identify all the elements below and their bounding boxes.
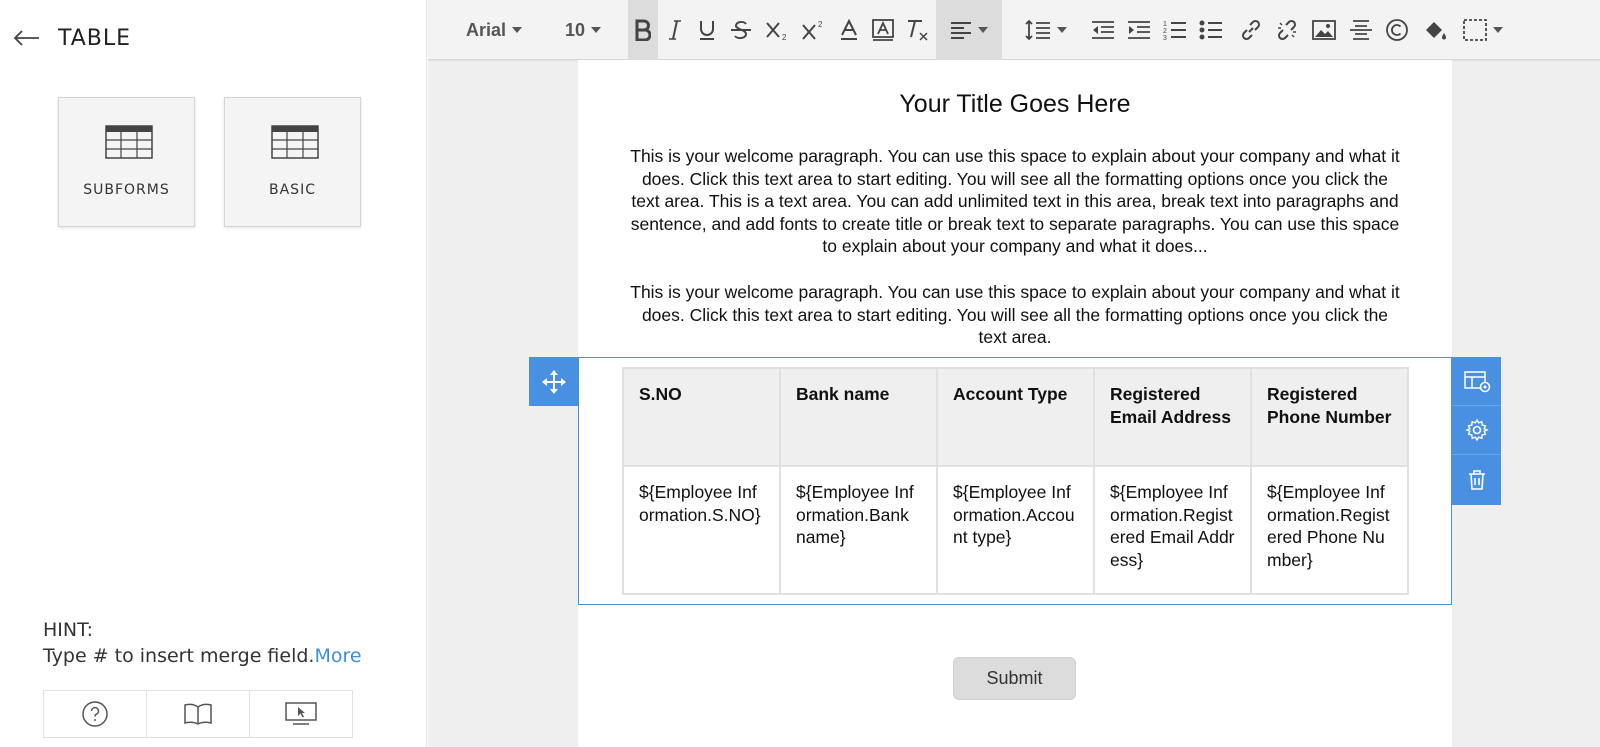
link-icon bbox=[1240, 19, 1262, 41]
chevron-down-icon bbox=[591, 27, 601, 33]
highlight-button[interactable] bbox=[868, 0, 898, 60]
basic-label: BASIC bbox=[269, 182, 316, 198]
table-grid-icon bbox=[271, 125, 319, 159]
hint-more-link[interactable]: More bbox=[314, 645, 362, 667]
merge-field-cell[interactable]: ${Employee Information.S.NO} bbox=[623, 466, 780, 594]
subscript-icon bbox=[765, 19, 791, 41]
move-arrows-icon bbox=[541, 369, 567, 395]
book-icon bbox=[183, 702, 213, 726]
document-page bbox=[578, 60, 1452, 747]
font-family-dropdown[interactable] bbox=[462, 0, 526, 60]
hint-text: Type # to insert merge field. bbox=[43, 645, 315, 667]
docs-button[interactable] bbox=[147, 691, 250, 737]
line-height-dropdown[interactable] bbox=[1018, 0, 1074, 60]
editor-area bbox=[428, 0, 1600, 747]
copyright-button[interactable] bbox=[1382, 0, 1412, 60]
table-properties-button[interactable] bbox=[1452, 357, 1501, 406]
indent-icon bbox=[1127, 20, 1151, 40]
help-bar bbox=[43, 690, 353, 738]
help-button[interactable] bbox=[44, 691, 147, 737]
strikethrough-button[interactable] bbox=[726, 0, 756, 60]
image-icon bbox=[1312, 20, 1336, 40]
chevron-down-icon bbox=[512, 27, 522, 33]
clear-format-button[interactable] bbox=[902, 0, 932, 60]
settings-button[interactable] bbox=[1452, 406, 1501, 455]
align-dropdown[interactable] bbox=[936, 0, 1002, 60]
font-size-dropdown[interactable] bbox=[560, 0, 606, 60]
left-panel bbox=[0, 0, 427, 747]
link-button[interactable] bbox=[1236, 0, 1266, 60]
numbered-list-button[interactable] bbox=[1160, 0, 1190, 60]
font-size-value: 10 bbox=[564, 19, 586, 40]
bulleted-list-button[interactable] bbox=[1196, 0, 1226, 60]
table-block[interactable] bbox=[578, 357, 1452, 605]
help-icon bbox=[81, 700, 109, 728]
merge-field-cell[interactable]: ${Employee Information.Registered Phone Number} bbox=[1251, 466, 1408, 594]
italic-icon bbox=[668, 19, 682, 41]
delete-button[interactable] bbox=[1452, 455, 1501, 504]
panel-title: TABLE bbox=[58, 25, 132, 51]
image-button[interactable] bbox=[1308, 0, 1340, 60]
svg-text:2: 2 bbox=[782, 33, 787, 41]
welcome-paragraph-2[interactable]: This is your welcome paragraph. You can use this space to explain about your company and what it does. Click this text area to start editing. You will see all the formatting options once you click the text area. bbox=[630, 282, 1400, 347]
bold-icon bbox=[635, 19, 651, 41]
horizontal-line-button[interactable] bbox=[1346, 0, 1376, 60]
table-settings-icon bbox=[1463, 369, 1491, 393]
copyright-icon bbox=[1385, 18, 1409, 42]
svg-text:1: 1 bbox=[1163, 21, 1167, 28]
table-grid-icon bbox=[105, 125, 153, 159]
chevron-down-icon bbox=[1493, 27, 1503, 33]
unlink-icon bbox=[1276, 19, 1298, 41]
svg-text:2: 2 bbox=[818, 20, 823, 29]
column-header[interactable]: S.NO bbox=[623, 368, 780, 466]
table-row bbox=[623, 466, 1408, 594]
hint-label: HINT: bbox=[43, 619, 94, 641]
chevron-down-icon bbox=[1057, 27, 1067, 33]
superscript-icon bbox=[801, 19, 827, 41]
superscript-button[interactable] bbox=[798, 0, 830, 60]
outdent-icon bbox=[1091, 20, 1115, 40]
border-icon bbox=[1463, 19, 1487, 41]
column-header[interactable]: Account Type bbox=[937, 368, 1094, 466]
document-title[interactable]: Your Title Goes Here bbox=[899, 90, 1131, 118]
svg-text:3: 3 bbox=[1163, 35, 1167, 41]
paint-bucket-icon bbox=[1423, 19, 1447, 41]
hint bbox=[43, 617, 362, 669]
indent-button[interactable] bbox=[1124, 0, 1154, 60]
underline-icon bbox=[698, 19, 716, 41]
numbered-list-icon bbox=[1163, 19, 1187, 41]
table-side-tools bbox=[1452, 357, 1501, 505]
hint-text-line bbox=[43, 643, 362, 669]
highlight-icon bbox=[872, 19, 894, 41]
submit-button[interactable]: Submit bbox=[953, 657, 1076, 700]
bold-button[interactable] bbox=[628, 0, 658, 60]
merge-field-cell[interactable]: ${Employee Information.Account type} bbox=[937, 466, 1094, 594]
merge-field-cell[interactable]: ${Employee Information.Bank name} bbox=[780, 466, 937, 594]
underline-button[interactable] bbox=[694, 0, 720, 60]
column-header[interactable]: Registered Phone Number bbox=[1251, 368, 1408, 466]
demo-button[interactable] bbox=[250, 691, 352, 737]
gear-icon bbox=[1465, 418, 1489, 442]
table-header-row bbox=[623, 368, 1408, 466]
font-color-icon bbox=[839, 19, 859, 41]
column-header[interactable]: Bank name bbox=[780, 368, 937, 466]
bulleted-list-icon bbox=[1199, 19, 1223, 41]
font-family-value: Arial bbox=[465, 19, 507, 40]
subforms-label: SUBFORMS bbox=[83, 182, 170, 198]
clear-format-icon bbox=[905, 18, 929, 42]
data-table bbox=[622, 367, 1409, 595]
merge-field-cell[interactable]: ${Employee Information.Registered Email Address} bbox=[1094, 466, 1251, 594]
welcome-paragraph-1[interactable]: This is your welcome paragraph. You can use this space to explain about your company and what it does. Click this text area to start editing. You will see all the formatting options once you click the text area. This is a text area. You can add unlimited text in this area, break text into paragraphs and sentence, and add fonts to create title or break text to separate paragraphs. You can use this space to explain about your company and what it does... bbox=[630, 146, 1400, 256]
horizontal-line-icon bbox=[1349, 19, 1373, 41]
basic-option[interactable] bbox=[224, 97, 361, 227]
italic-button[interactable] bbox=[662, 0, 688, 60]
strikethrough-icon bbox=[730, 19, 752, 41]
chevron-down-icon bbox=[978, 27, 988, 33]
move-handle[interactable] bbox=[529, 357, 579, 406]
border-dropdown[interactable] bbox=[1458, 0, 1508, 60]
screen-cursor-icon bbox=[284, 701, 318, 727]
subforms-option[interactable] bbox=[58, 97, 195, 227]
panel-header bbox=[12, 24, 131, 52]
line-height-icon bbox=[1025, 19, 1051, 41]
subscript-button[interactable] bbox=[762, 0, 794, 60]
arrow-left-icon[interactable] bbox=[12, 24, 40, 52]
outdent-button[interactable] bbox=[1088, 0, 1118, 60]
column-header[interactable]: Registered Email Address bbox=[1094, 368, 1251, 466]
font-color-button[interactable] bbox=[834, 0, 864, 60]
fill-color-button[interactable] bbox=[1420, 0, 1450, 60]
align-left-icon bbox=[950, 21, 972, 39]
svg-text:2: 2 bbox=[1163, 28, 1167, 35]
trash-icon bbox=[1467, 469, 1487, 491]
formatting-toolbar bbox=[428, 0, 1600, 60]
unlink-button[interactable] bbox=[1272, 0, 1302, 60]
